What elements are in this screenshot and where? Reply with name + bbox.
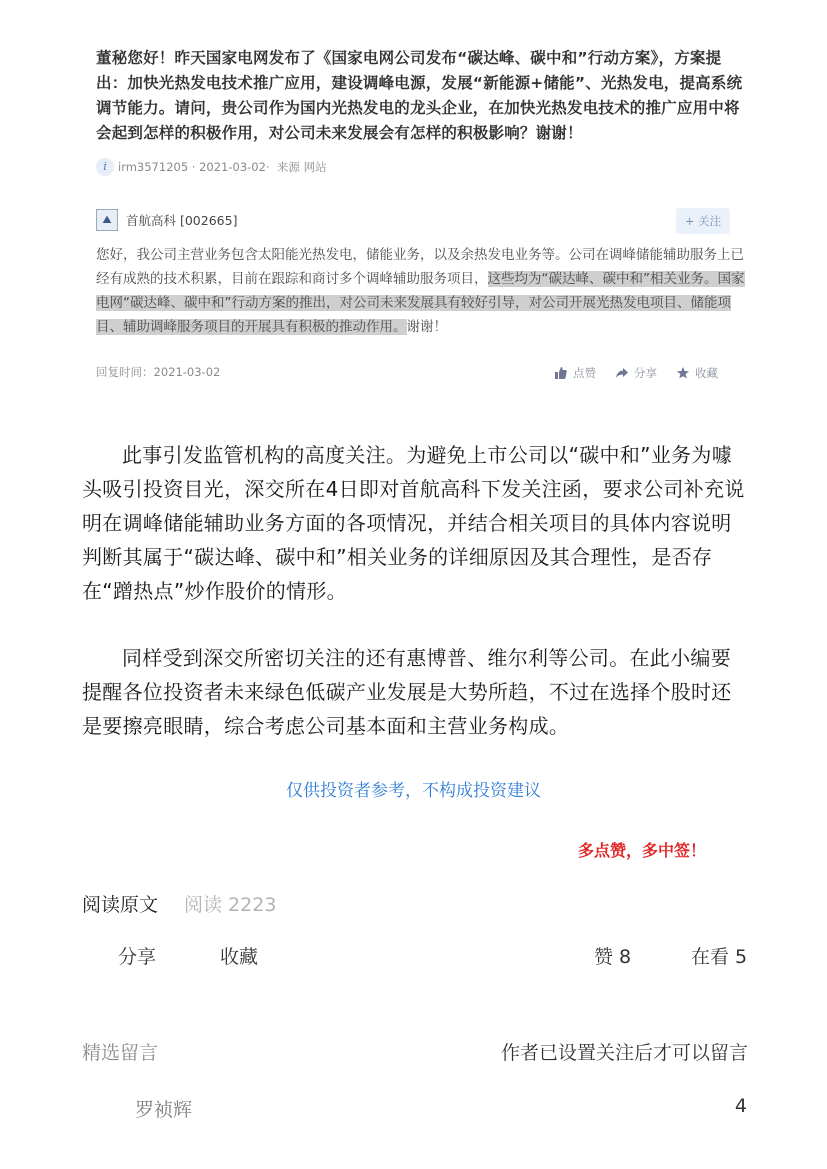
comment-like-count[interactable]: 4: [734, 1095, 747, 1117]
asker-date: 2021-03-02: [199, 160, 266, 174]
qa-asker-meta: [96, 157, 327, 177]
share-arrow-icon: [616, 367, 628, 379]
company-header: [96, 208, 237, 232]
follow-button[interactable]: + 关注: [676, 208, 730, 234]
asker-user-id[interactable]: irm3571205: [118, 160, 189, 174]
answer-plain-text: 您好，我公司主营业务包含太阳能光热发电，储能业务，以及余热发电业务等。公司在调峰储能辅助服务上已经有成熟的技术积累，目前在跟踪和商讨多个调峰辅助服务项目，: [96, 247, 744, 287]
company-logo-icon: ⛰: [96, 209, 118, 231]
share-action[interactable]: [616, 365, 657, 381]
read-original-link[interactable]: 阅读原文: [82, 894, 159, 916]
qa-actions: [555, 364, 718, 382]
watching-button[interactable]: 在看 5: [691, 946, 748, 968]
share-label: 分享: [634, 366, 657, 380]
article-paragraph-2: 同样受到深交所密切关注的还有惠博普、维尔利等公司。在此小编要提醒各位投资者未来绿色低碳产业发展是大势所趋，不过在选择个股时还是要擦亮眼睛，综合考虑公司基本面和主营业务构成。: [82, 646, 732, 738]
star-icon: [677, 367, 689, 379]
bottom-action-bar: [118, 942, 750, 970]
read-row: [82, 890, 276, 917]
reply-time: 回复时间：2021-03-02: [96, 365, 221, 379]
call-to-action-text: 多点赞，多中签！: [578, 841, 707, 860]
comments-notice: 作者已设置关注后才可以留言: [500, 1042, 748, 1064]
share-button[interactable]: 分享: [118, 946, 157, 968]
answer-highlighted-text: 这些均为“碳达峰、碳中和”相关业务。国家电网“碳达峰、碳中和”行动方案的推出，对公司未来发展具有较好引导，对公司开展光热发电项目、储能项目、辅助调峰服务项目的开展具有积极的推动作用。: [96, 271, 745, 335]
disclaimer-text: 仅供投资者参考，不构成投资建议: [286, 781, 541, 801]
like-button[interactable]: 赞 8: [594, 946, 632, 968]
read-count: 阅读 2223: [184, 894, 277, 916]
like-action[interactable]: [555, 365, 596, 381]
info-icon: i: [96, 158, 114, 176]
answer-closing: 谢谢！: [406, 319, 447, 335]
commenter-name: 罗祯辉: [135, 1099, 193, 1121]
company-name[interactable]: 首航高科 [002665]: [126, 213, 238, 228]
favorite-button[interactable]: 收藏: [220, 946, 259, 968]
thumbs-up-icon: [555, 367, 567, 379]
qa-answer: [96, 243, 746, 339]
article-paragraph-1: 此事引发监管机构的高度关注。为避免上市公司以“碳中和”业务为噱头吸引投资目光，深交所在4日即对首航高科下发关注函，要求公司补充说明在调峰储能辅助业务方面的各项情况，并结合相关项目的具体内容说明判断其属于“碳达峰、碳中和”相关业务的详细原因及其合理性，是否存在“蹭热点”炒作股价的情形。: [82, 443, 745, 603]
meta-separator: ·: [188, 160, 200, 174]
like-label: 点赞: [573, 366, 596, 380]
comments-section-label: 精选留言: [82, 1042, 159, 1064]
favorite-action[interactable]: [677, 365, 718, 381]
favorite-label: 收藏: [695, 366, 718, 380]
qa-question: 董秘您好！昨天国家电网发布了《国家电网公司发布“碳达峰、碳中和”行动方案》，方案提出：加快光热发电技术推广应用，建设调峰电源，发展“新能源+储能”、光热发电，提高系统调节能力。请问，贵公司作为国内光热发电的龙头企业，在加快光热发电技术的推广应用中将会起到怎样的积极作用，对公司未来发展会有怎样的积极影响？谢谢！: [96, 49, 743, 142]
asker-source: 来源 网站: [276, 160, 327, 174]
meta-separator: ·: [265, 160, 277, 174]
